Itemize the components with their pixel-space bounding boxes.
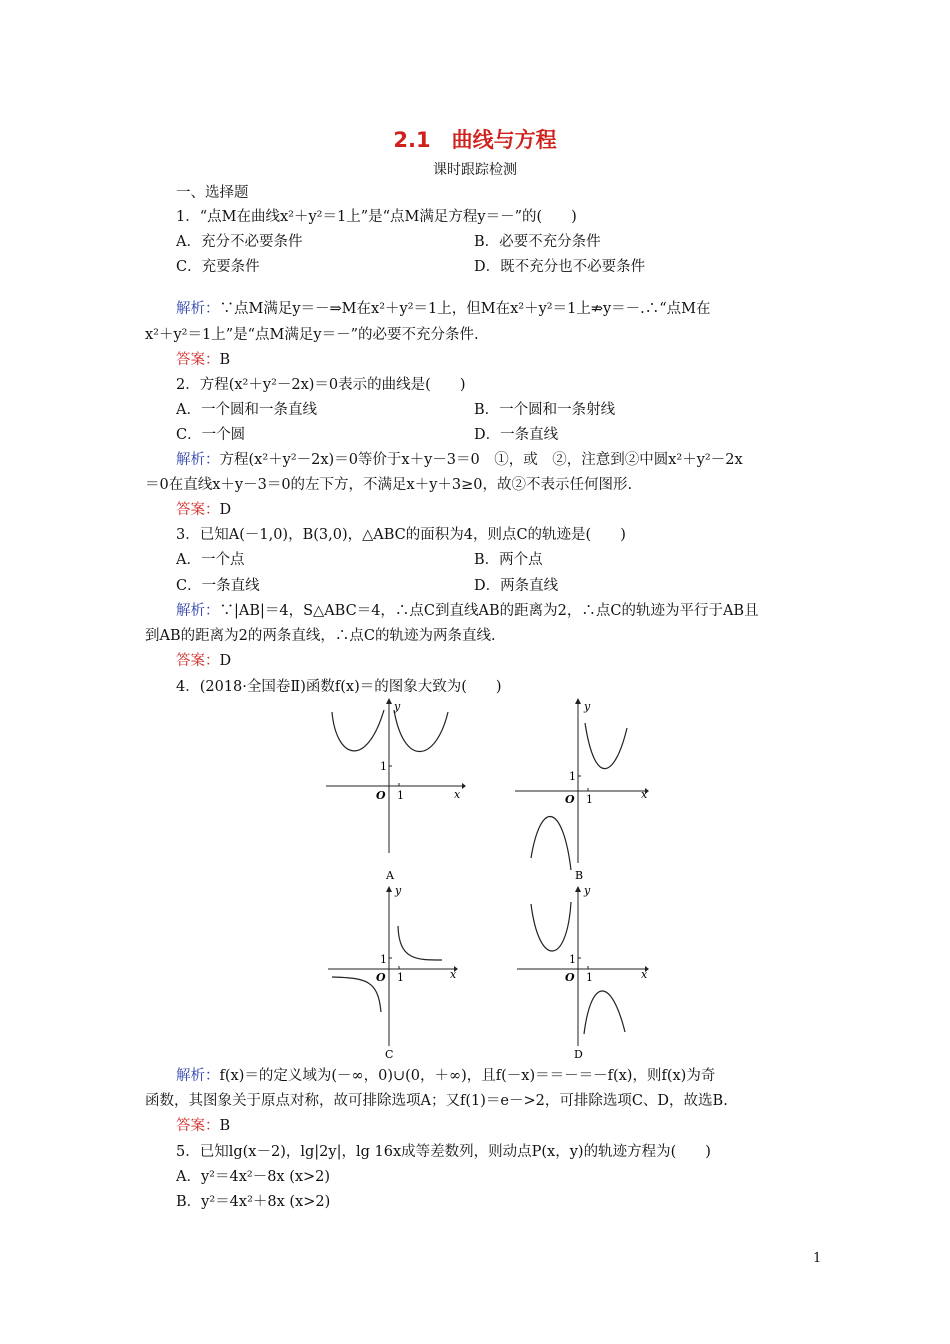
graph-a-one-x: 1	[397, 789, 404, 802]
q1-analysis-line1: ∵点M满足y＝－⇒M在x²＋y²＝1上，但M在x²＋y²＝1上⇏y＝－.∴“点M在	[219, 301, 711, 317]
q3-option-d: D．两条直线	[474, 578, 559, 594]
graph-a-one-y: 1	[380, 760, 387, 773]
q2-analysis-line2: ＝0在直线x＋y－3＝0的左下方，不满足x＋y＋3≥0，故②不表示任何图形.	[145, 477, 633, 493]
page-subtitle: 课时跟踪检测	[433, 162, 517, 178]
q1-option-c: C．充要条件	[176, 259, 260, 275]
graph-d-caption: D	[574, 1048, 583, 1061]
graph-c-caption: C	[385, 1048, 394, 1061]
graph-a-x-label: x	[454, 788, 461, 801]
graph-a-left-curve	[332, 710, 384, 751]
q3-option-a: A．一个点	[176, 552, 245, 568]
q4-stem: 4．(2018·全国卷Ⅱ)函数f(x)＝的图象大致为( )	[176, 679, 502, 695]
q1-analysis-label: 解析：	[176, 301, 220, 317]
graph-b	[515, 698, 655, 884]
q3-analysis-line1: ∵|AB|＝4，S△ABC＝4，∴点C到直线AB的距离为2，∴点C的轨迹为平行于AB且	[219, 603, 759, 619]
q2-option-d: D．一条直线	[474, 427, 559, 443]
graph-d-one-y: 1	[569, 953, 576, 966]
graph-a-y-label: y	[394, 700, 401, 713]
q3-answer: D	[219, 653, 232, 669]
section-heading: 一、选择题	[176, 185, 249, 201]
graph-a-y-arrow	[386, 698, 392, 704]
graph-d-right-curve	[584, 991, 625, 1034]
graph-a-x-arrow	[462, 783, 466, 789]
q3-analysis-label: 解析：	[176, 603, 220, 619]
graph-c-one-y: 1	[380, 953, 387, 966]
graph-b-left-curve	[531, 817, 571, 870]
graph-c-left-curve	[332, 977, 381, 1012]
graph-b-origin: O	[565, 793, 575, 806]
graph-c	[326, 880, 466, 1066]
q1-answer-label: 答案：	[176, 352, 220, 368]
graph-d-y-arrow	[575, 886, 581, 892]
q1-stem: 1．“点M在曲线x²＋y²＝1上”是“点M满足方程y＝－”的( )	[176, 209, 577, 225]
q3-option-b: B．两个点	[474, 552, 543, 568]
graph-d-origin: O	[565, 971, 575, 984]
graph-c-y-arrow	[386, 886, 392, 892]
graph-d-left-curve	[531, 902, 571, 951]
q1-option-d: D．既不充分也不必要条件	[474, 259, 646, 275]
q3-stem: 3．已知A(－1,0)，B(3,0)，△ABC的面积为4，则点C的轨迹是( )	[176, 527, 626, 543]
q2-answer-label: 答案：	[176, 502, 220, 518]
page-number: 1	[813, 1251, 822, 1266]
graph-b-x-label: x	[641, 788, 648, 801]
q2-option-c: C．一个圆	[176, 427, 246, 443]
graph-b-one-y: 1	[569, 770, 576, 783]
q3-analysis-line2: 到AB的距离为2的两条直线，∴点C的轨迹为两条直线.	[145, 628, 496, 644]
q2-analysis-label: 解析：	[176, 452, 220, 468]
q1-answer: B	[219, 352, 231, 368]
q3-answer-label: 答案：	[176, 653, 220, 669]
graph-b-y-arrow	[575, 698, 581, 704]
graph-c-y-label: y	[395, 884, 402, 897]
q2-option-a: A．一个圆和一条直线	[176, 402, 317, 418]
q1-option-a: A．充分不必要条件	[176, 234, 303, 250]
q5-option-a: A．y²＝4x²－8x (x>2)	[176, 1169, 331, 1185]
q3-option-c: C．一条直线	[176, 578, 260, 594]
graph-c-right-curve	[398, 926, 442, 960]
page-title: 2.1 曲线与方程	[393, 128, 557, 152]
q4-analysis-label: 解析：	[176, 1068, 220, 1084]
graph-d-x-label: x	[641, 968, 648, 981]
graph-a-right-curve	[394, 710, 448, 752]
graph-c-origin: O	[376, 971, 386, 984]
q4-analysis-line2: 函数，其图象关于原点对称，故可排除选项A；又f(1)＝e－>2，可排除选项C、D，故选B.	[145, 1093, 728, 1109]
graph-b-right-curve	[585, 723, 627, 769]
graph-a-caption: A	[386, 869, 394, 882]
graph-c-x-label: x	[450, 968, 457, 981]
q4-answer-label: 答案：	[176, 1118, 220, 1134]
q1-analysis-line2: x²＋y²＝1上”是“点M满足y＝－”的必要不充分条件.	[145, 327, 479, 343]
graph-a-origin: O	[376, 789, 386, 802]
graph-a	[326, 698, 466, 884]
graph-d-one-x: 1	[586, 971, 593, 984]
graph-b-y-label: y	[584, 700, 591, 713]
q2-stem: 2．方程(x²＋y²－2x)＝0表示的曲线是( )	[176, 377, 466, 393]
q2-option-b: B．一个圆和一条射线	[474, 402, 616, 418]
graph-b-one-x: 1	[586, 793, 593, 806]
q1-option-b: B．必要不充分条件	[474, 234, 601, 250]
q5-option-b: B．y²＝4x²＋8x (x>2)	[176, 1194, 331, 1210]
q4-analysis-line1: f(x)＝的定义域为(－∞，0)∪(0，＋∞)，且f(－x)＝＝－＝－f(x)，则f(x)为奇	[219, 1068, 716, 1084]
q5-stem: 5．已知lg(x－2)，lg|2y|，lg 16x成等差数列，则动点P(x，y)的轨迹方程为( )	[176, 1144, 711, 1160]
q4-answer: B	[219, 1118, 231, 1134]
q2-answer: D	[219, 502, 232, 518]
graph-d	[515, 880, 655, 1066]
graph-b-caption: B	[575, 869, 584, 882]
q2-analysis-line1: 方程(x²＋y²－2x)＝0等价于x＋y－3＝0 ①，或 ②，注意到②中圆x²＋y²－2x	[219, 452, 743, 468]
graph-c-one-x: 1	[397, 971, 404, 984]
graph-d-y-label: y	[584, 884, 591, 897]
